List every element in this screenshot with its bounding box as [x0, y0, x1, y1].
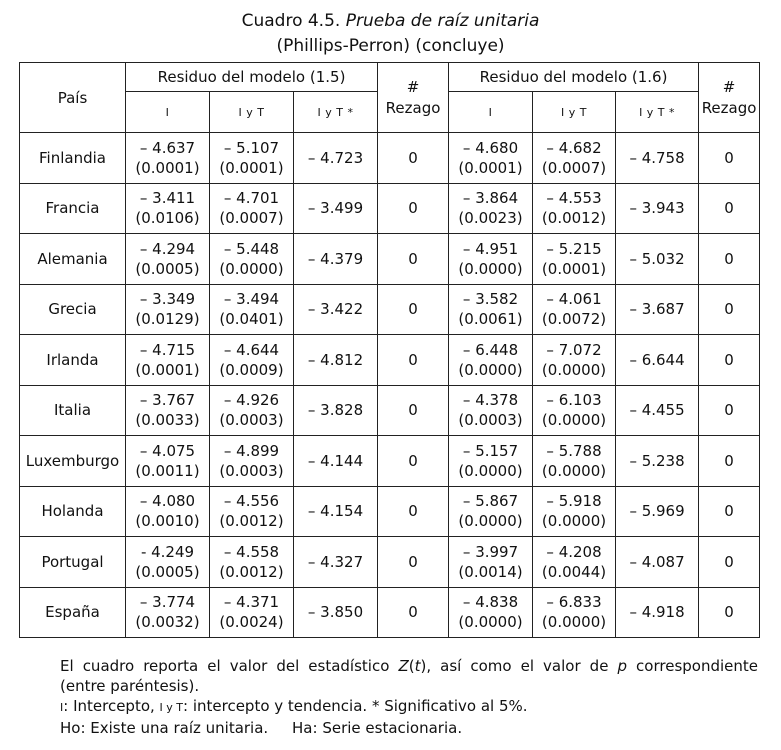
statistic-value: – 5.107 — [223, 138, 280, 157]
caption-number: Cuadro 4.5. — [241, 11, 346, 31]
statistic-value: – 4.680 — [462, 138, 519, 157]
model-1-5-iyt-cell — [210, 133, 294, 184]
p-value: (0.0024) — [219, 613, 284, 632]
statistic-value: – 4.553 — [546, 189, 602, 208]
country-cell: Italia — [20, 385, 126, 436]
country-cell: Portugal — [20, 537, 126, 588]
statistic-value: – 5.867 — [462, 492, 519, 511]
p-value: (0.0129) — [135, 310, 200, 329]
unit-root-table — [19, 62, 760, 638]
model-1-6-iyt-cell — [533, 587, 616, 638]
model-1-5-i-cell — [126, 537, 210, 588]
model-1-5-i-cell — [126, 486, 210, 537]
rezago-1-cell: 0 — [378, 385, 449, 436]
caption-title: Prueba de raíz unitaria — [345, 11, 540, 31]
model-1-5-iyt-star-cell: – 4.723 — [294, 133, 378, 184]
model-1-5-iyt-star-cell: – 3.850 — [294, 587, 378, 638]
model-1-6-iyt-cell — [533, 183, 616, 234]
model-1-6-iyt-cell — [533, 537, 616, 588]
statistic-value: – 4.378 — [462, 391, 519, 410]
rezago-2-cell: 0 — [699, 284, 760, 335]
p-value: (0.0010) — [135, 512, 200, 531]
subheader-i-y-t: I y T — [533, 92, 616, 133]
p-value: (0.0003) — [219, 411, 284, 430]
model-1-5-iyt-star-cell: – 3.828 — [294, 385, 378, 436]
rezago-1-cell: 0 — [378, 486, 449, 537]
statistic-value: – 3.349 — [139, 290, 196, 309]
model-1-6-i-cell — [449, 183, 533, 234]
country-cell: Francia — [20, 183, 126, 234]
p-value: (0.0000) — [219, 259, 284, 278]
p-value: (0.0106) — [135, 209, 200, 228]
statistic-value: – 4.371 — [223, 593, 280, 612]
model-1-6-i-cell — [449, 385, 533, 436]
country-cell: Luxemburgo — [20, 436, 126, 487]
subheader-i-y-t: I y T — [210, 92, 294, 133]
country-cell: Finlandia — [20, 133, 126, 184]
statistic-value: – 4.682 — [546, 138, 602, 157]
model-1-6-i-cell — [449, 284, 533, 335]
model-1-5-i-cell — [126, 587, 210, 638]
country-cell: Grecia — [20, 284, 126, 335]
model-1-6-iyt-cell — [533, 284, 616, 335]
rezago-2-cell: 0 — [699, 335, 760, 386]
p-value: (0.0005) — [135, 259, 200, 278]
note-abbrev-iyt: I y T — [159, 701, 184, 714]
model-1-6-iyt-cell — [533, 385, 616, 436]
model-1-5-iyt-cell — [210, 284, 294, 335]
p-value: (0.0032) — [135, 613, 200, 632]
statistic-value: – 7.072 — [546, 340, 602, 359]
statistic-value: – 6.103 — [546, 391, 602, 410]
note-text: El cuadro reporta el valor del estadístico — [60, 657, 399, 675]
model-1-5-iyt-star-cell: – 3.422 — [294, 284, 378, 335]
model-1-5-iyt-star-cell: – 4.379 — [294, 234, 378, 285]
table-row — [20, 335, 760, 386]
model-1-6-i-cell — [449, 587, 533, 638]
model-1-5-i-cell — [126, 284, 210, 335]
note-statistic-arg: t — [414, 657, 421, 675]
note-text: : intercepto y tendencia. * Significativo al 5%. — [183, 697, 528, 715]
statistic-value: – 4.926 — [223, 391, 280, 410]
statistic-value: – 3.494 — [223, 290, 280, 309]
model-1-5-iyt-cell — [210, 385, 294, 436]
p-value: (0.0001) — [135, 360, 200, 379]
statistic-value: – 4.061 — [546, 290, 602, 309]
statistic-value: – 4.075 — [139, 441, 196, 460]
model-1-5-iyt-star-cell: – 4.144 — [294, 436, 378, 487]
p-value: (0.0000) — [541, 512, 607, 531]
p-value: (0.0000) — [458, 259, 523, 278]
rezago-2-cell: 0 — [699, 436, 760, 487]
model-1-5-i-cell — [126, 234, 210, 285]
rezago-2-cell: 0 — [699, 486, 760, 537]
model-1-6-iyt-cell — [533, 234, 616, 285]
model-1-5-iyt-star-cell: – 3.499 — [294, 183, 378, 234]
p-value: (0.0061) — [458, 310, 523, 329]
rezago-2-cell: 0 — [699, 133, 760, 184]
header-rezago-1 — [378, 63, 449, 133]
header-rezago-hash: # — [722, 77, 736, 96]
caption-line-1 — [0, 9, 781, 34]
statistic-value: – 4.080 — [139, 492, 196, 511]
model-1-6-iyt-star-cell: – 5.238 — [616, 436, 699, 487]
model-1-6-i-cell — [449, 234, 533, 285]
statistic-value: – 4.899 — [223, 441, 280, 460]
p-value: (0.0000) — [458, 512, 523, 531]
rezago-1-cell: 0 — [378, 234, 449, 285]
model-1-5-i-cell — [126, 183, 210, 234]
header-rezago-hash: # — [406, 77, 420, 96]
subheader-i-y-t-star: I y T * — [294, 92, 378, 133]
rezago-2-cell: 0 — [699, 537, 760, 588]
note-line-2: (entre paréntesis). — [60, 677, 200, 695]
statistic-value: – 5.215 — [546, 239, 602, 258]
header-rezago-2 — [699, 63, 760, 133]
table-row — [20, 486, 760, 537]
p-value: (0.0033) — [135, 411, 200, 430]
p-value: (0.0001) — [219, 158, 284, 177]
p-value: (0.0003) — [458, 411, 523, 430]
country-cell: Irlanda — [20, 335, 126, 386]
model-1-6-iyt-star-cell: – 5.969 — [616, 486, 699, 537]
p-value: (0.0007) — [541, 158, 607, 177]
p-value: (0.0012) — [541, 209, 607, 228]
p-value: (0.0007) — [219, 209, 284, 228]
p-value: (0.0011) — [135, 461, 200, 480]
note-statistic: Z — [398, 657, 409, 675]
caption-line-2: (Phillips-Perron) (concluye) — [276, 36, 505, 56]
table-notes — [60, 656, 758, 738]
note-abbrev-i: I — [60, 701, 64, 714]
model-1-6-iyt-star-cell: – 4.758 — [616, 133, 699, 184]
p-value: (0.0001) — [541, 259, 607, 278]
model-1-6-iyt-star-cell: – 4.455 — [616, 385, 699, 436]
subheader-i: I — [449, 92, 533, 133]
rezago-1-cell: 0 — [378, 284, 449, 335]
statistic-value: – 4.558 — [223, 542, 280, 561]
country-cell: Holanda — [20, 486, 126, 537]
model-1-6-i-cell — [449, 486, 533, 537]
note-text: : Intercepto, — [63, 697, 160, 715]
model-1-6-iyt-cell — [533, 436, 616, 487]
p-value: (0.0012) — [219, 562, 284, 581]
statistic-value: - 4.249 — [140, 542, 195, 561]
model-1-6-i-cell — [449, 537, 533, 588]
p-value: (0.0401) — [219, 310, 284, 329]
rezago-2-cell: 0 — [699, 385, 760, 436]
statistic-value: – 4.294 — [139, 239, 196, 258]
note-line-1: El cuadro reporta el valor del estadístico Z(t), así como el valor de p correspondiente — [60, 657, 759, 675]
model-1-6-iyt-cell — [533, 335, 616, 386]
rezago-1-cell: 0 — [378, 183, 449, 234]
note-text: , así como el valor de — [426, 657, 618, 675]
p-value: (0.0001) — [458, 158, 523, 177]
statistic-value: – 3.864 — [462, 189, 519, 208]
model-1-5-i-cell — [126, 335, 210, 386]
statistic-value: – 3.997 — [462, 542, 519, 561]
header-rezago-label: Rezago — [701, 98, 757, 117]
p-value: (0.0014) — [458, 562, 523, 581]
model-1-5-iyt-star-cell: – 4.812 — [294, 335, 378, 386]
statistic-value: – 4.715 — [139, 340, 196, 359]
rezago-1-cell: 0 — [378, 133, 449, 184]
model-1-5-iyt-cell — [210, 537, 294, 588]
p-value: (0.0001) — [135, 158, 200, 177]
model-1-6-iyt-star-cell: – 4.918 — [616, 587, 699, 638]
rezago-1-cell: 0 — [378, 587, 449, 638]
model-1-6-i-cell — [449, 133, 533, 184]
statistic-value: – 5.448 — [223, 239, 280, 258]
statistic-value: – 5.157 — [462, 441, 519, 460]
p-value: (0.0000) — [541, 613, 607, 632]
statistic-value: – 4.838 — [462, 593, 519, 612]
model-1-5-iyt-cell — [210, 234, 294, 285]
table-row — [20, 284, 760, 335]
country-cell: España — [20, 587, 126, 638]
header-group-model-1-6: Residuo del modelo (1.6) — [449, 63, 699, 92]
note-text: correspondiente — [627, 657, 759, 675]
model-1-5-i-cell — [126, 133, 210, 184]
model-1-6-iyt-star-cell: – 3.943 — [616, 183, 699, 234]
table-row — [20, 133, 760, 184]
model-1-5-iyt-star-cell: – 4.327 — [294, 537, 378, 588]
statistic-value: – 3.411 — [139, 189, 196, 208]
subheader-i-y-t-star: I y T * — [616, 92, 699, 133]
statistic-value: – 3.582 — [462, 290, 519, 309]
statistic-value: – 6.448 — [462, 340, 519, 359]
model-1-5-iyt-cell — [210, 587, 294, 638]
table-caption — [0, 9, 781, 59]
note-line-3 — [60, 696, 758, 718]
statistic-value: – 4.208 — [546, 542, 602, 561]
header-pais: País — [20, 63, 126, 133]
statistic-value: – 4.644 — [223, 340, 280, 359]
model-1-6-iyt-star-cell: – 5.032 — [616, 234, 699, 285]
table-row — [20, 234, 760, 285]
p-value: (0.0000) — [458, 360, 523, 379]
statistic-value: – 5.788 — [546, 441, 602, 460]
model-1-5-i-cell — [126, 385, 210, 436]
table-body — [20, 133, 760, 638]
country-cell: Alemania — [20, 234, 126, 285]
table-row — [20, 183, 760, 234]
model-1-6-i-cell — [449, 436, 533, 487]
p-value: (0.0000) — [541, 461, 607, 480]
p-value: (0.0009) — [219, 360, 284, 379]
model-1-5-i-cell — [126, 436, 210, 487]
p-value: (0.0072) — [541, 310, 607, 329]
statistic-value: – 4.701 — [223, 189, 280, 208]
p-value: (0.0000) — [458, 613, 523, 632]
p-value: (0.0005) — [135, 562, 200, 581]
statistic-value: – 4.637 — [139, 138, 196, 157]
table-row — [20, 587, 760, 638]
model-1-5-iyt-cell — [210, 183, 294, 234]
model-1-6-iyt-star-cell: – 3.687 — [616, 284, 699, 335]
statistic-value: – 4.951 — [462, 239, 519, 258]
p-value: (0.0000) — [541, 360, 607, 379]
rezago-2-cell: 0 — [699, 587, 760, 638]
rezago-2-cell: 0 — [699, 183, 760, 234]
model-1-6-iyt-star-cell: – 4.087 — [616, 537, 699, 588]
model-1-6-iyt-star-cell: – 6.644 — [616, 335, 699, 386]
model-1-5-iyt-cell — [210, 486, 294, 537]
p-value: (0.0003) — [219, 461, 284, 480]
model-1-6-iyt-cell — [533, 486, 616, 537]
table-row — [20, 436, 760, 487]
p-value: (0.0000) — [541, 411, 607, 430]
statistic-value: – 4.556 — [223, 492, 280, 511]
p-value: (0.0000) — [458, 461, 523, 480]
statistic-value: – 5.918 — [546, 492, 602, 511]
note-p: p — [617, 657, 628, 675]
model-1-6-iyt-cell — [533, 133, 616, 184]
rezago-1-cell: 0 — [378, 537, 449, 588]
model-1-5-iyt-cell — [210, 335, 294, 386]
header-group-model-1-5: Residuo del modelo (1.5) — [126, 63, 378, 92]
model-1-5-iyt-cell — [210, 436, 294, 487]
p-value: (0.0023) — [458, 209, 523, 228]
p-value: (0.0012) — [219, 512, 284, 531]
model-1-5-iyt-star-cell: – 4.154 — [294, 486, 378, 537]
statistic-value: – 6.833 — [546, 593, 602, 612]
note-line-4: Ho: Existe una raíz unitaria. Ha: Serie estacionaria. — [60, 719, 463, 737]
rezago-2-cell: 0 — [699, 234, 760, 285]
subheader-i: I — [126, 92, 210, 133]
model-1-6-i-cell — [449, 335, 533, 386]
statistic-value: – 3.767 — [139, 391, 196, 410]
rezago-1-cell: 0 — [378, 335, 449, 386]
statistic-value: – 3.774 — [139, 593, 196, 612]
p-value: (0.0044) — [541, 562, 607, 581]
rezago-1-cell: 0 — [378, 436, 449, 487]
table-row — [20, 537, 760, 588]
header-rezago-label: Rezago — [385, 98, 441, 117]
table-row — [20, 385, 760, 436]
